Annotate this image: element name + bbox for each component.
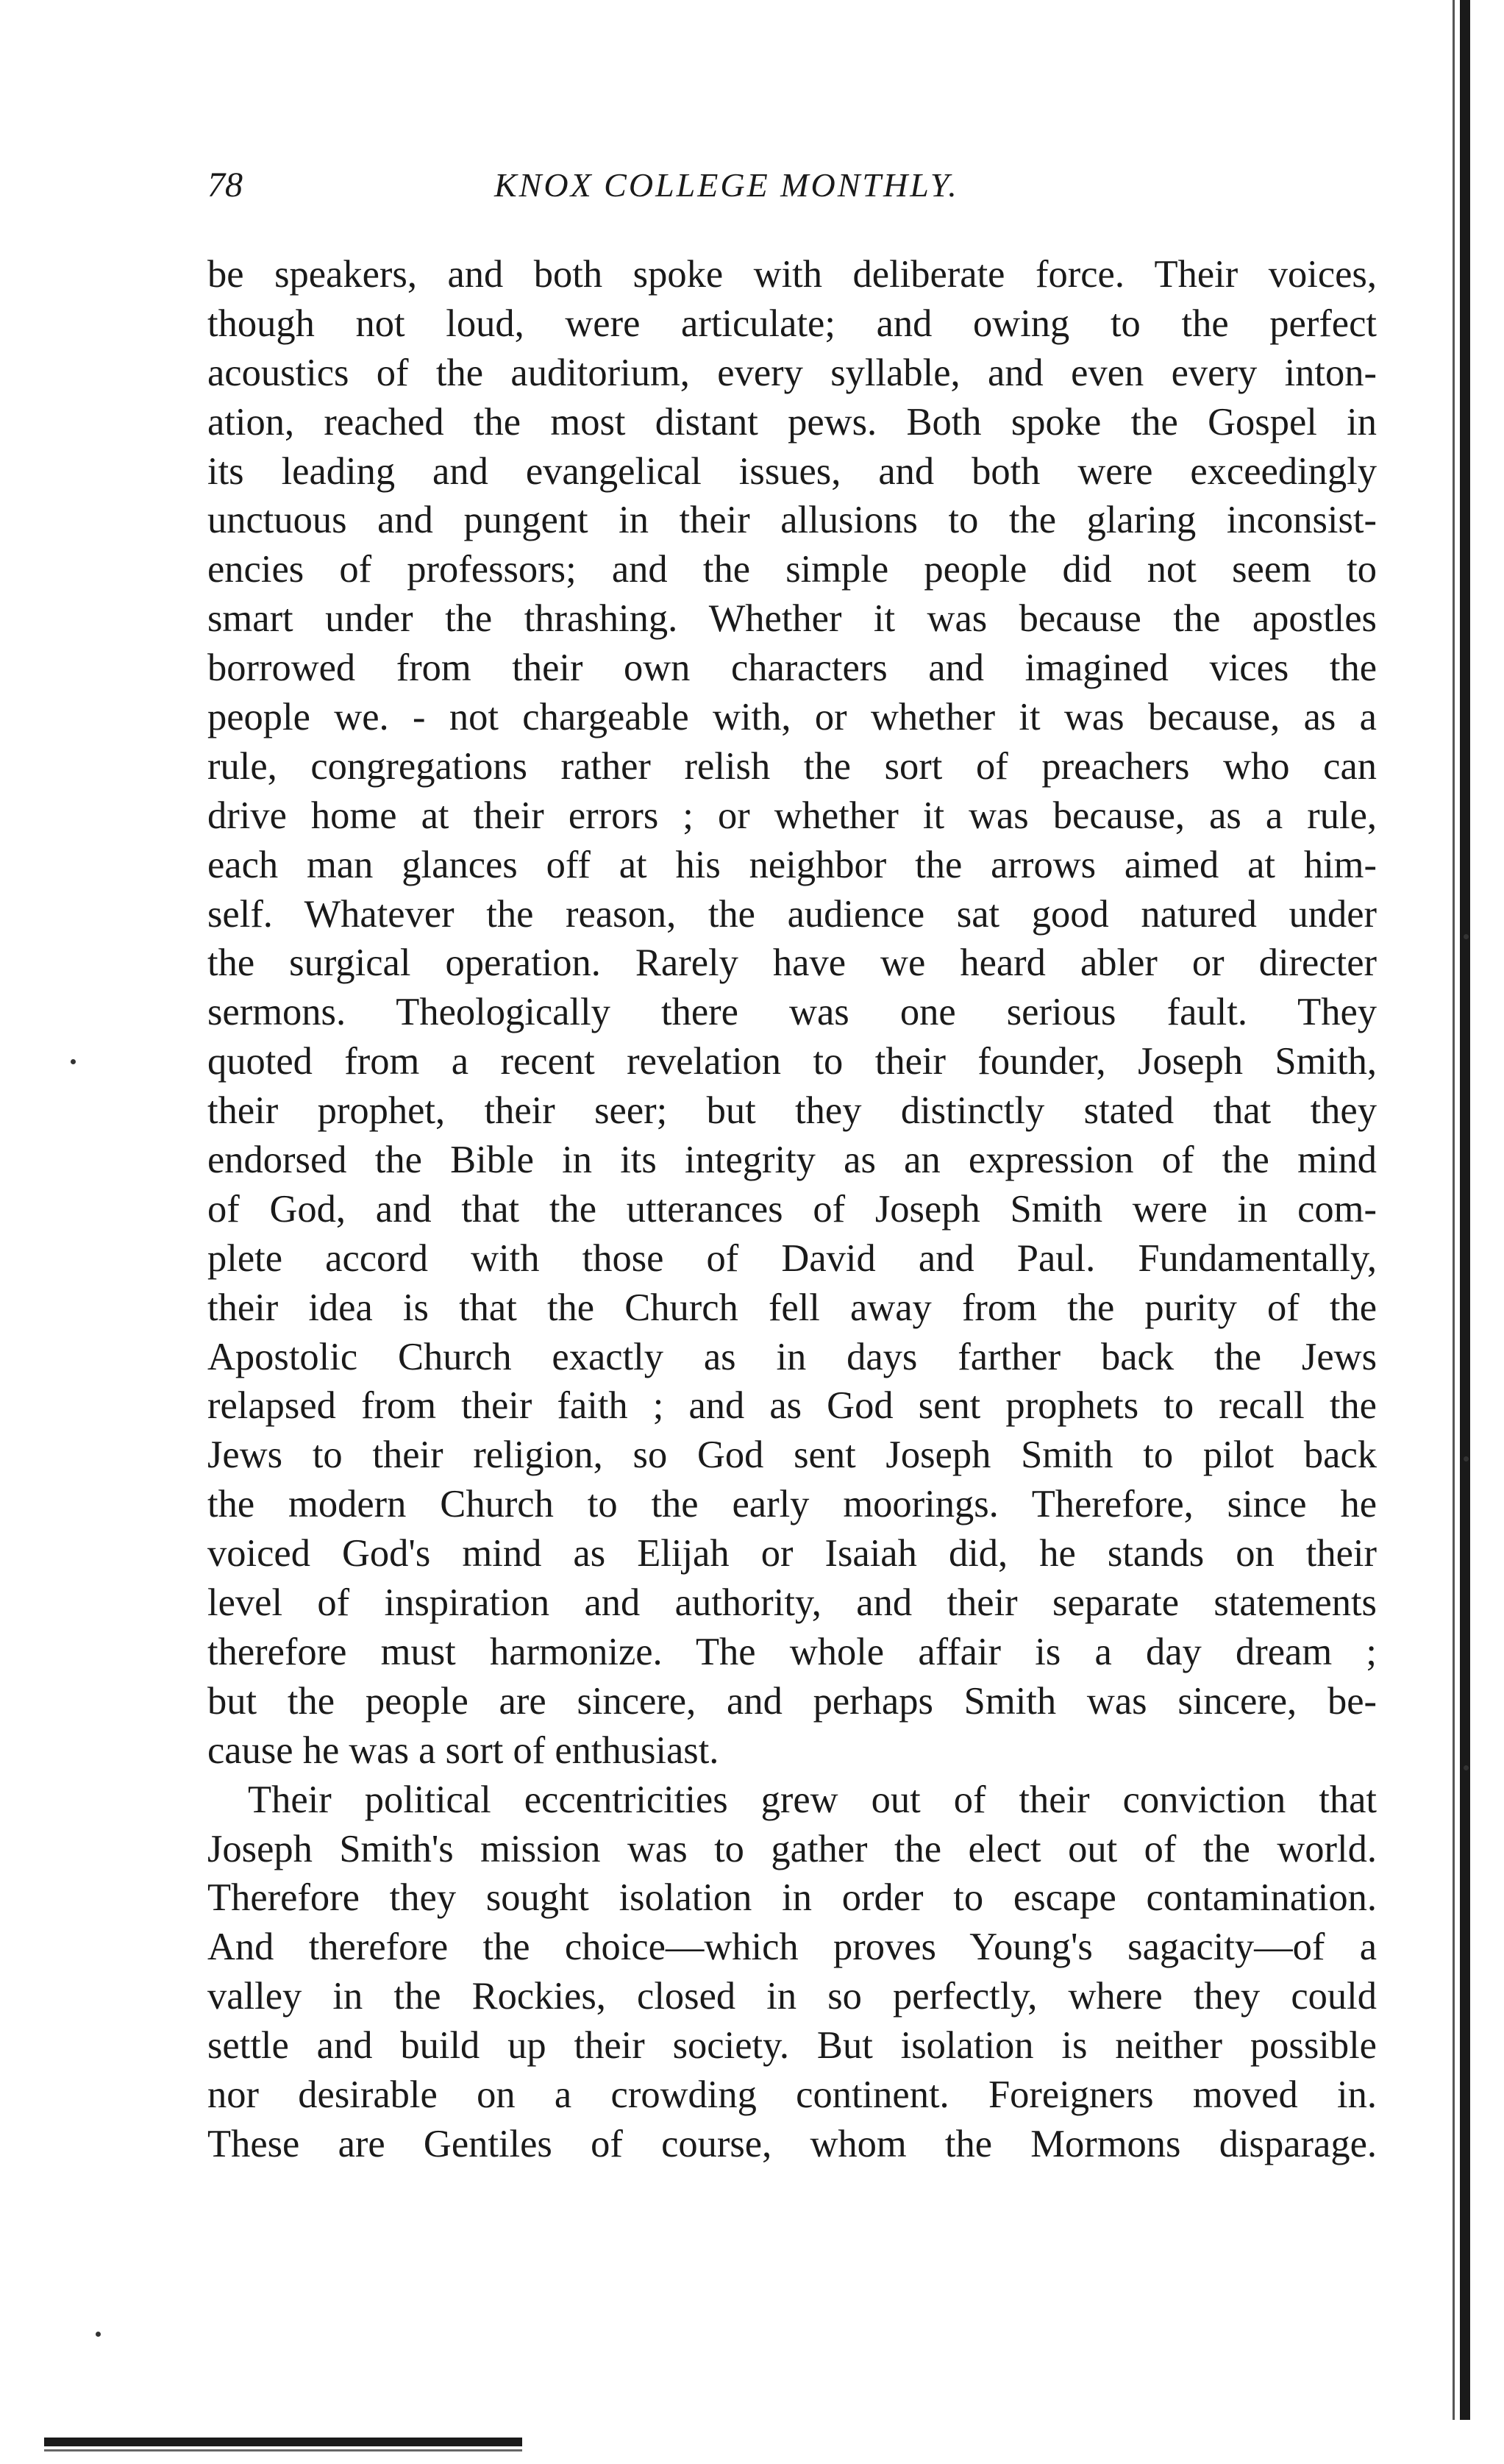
- text-line: acoustics of the auditorium, every syllable, and even every inton-: [207, 351, 1377, 394]
- text-line: voiced God's mind as Elijah or Isaiah did, he stands on their: [207, 1532, 1377, 1575]
- text-line: sermons. Theologically there was one serious fault. They: [207, 991, 1377, 1034]
- text-line: people we. - not chargeable with, or whether it was because, as a: [207, 696, 1377, 739]
- scan-speck: [1464, 934, 1469, 939]
- text-line: its leading and evangelical issues, and both were exceedingly: [207, 449, 1377, 493]
- scan-speck: [1464, 1765, 1469, 1770]
- text-line: quoted from a recent revelation to their founder, Joseph Smith,: [207, 1040, 1377, 1083]
- journal-title: KNOX COLLEGE MONTHLY.: [494, 166, 959, 204]
- text-line: rule, congregations rather relish the sort of preachers who can: [207, 744, 1377, 788]
- scan-bottom-bar: [44, 2438, 522, 2446]
- text-line: Their political eccentricities grew out of their conviction that: [248, 1778, 1377, 1821]
- scan-bottom-line: [44, 2449, 522, 2451]
- text-line: settle and build up their society. But isolation is neither possible: [207, 2024, 1377, 2068]
- text-line: unctuous and pungent in their allusions to the glaring inconsist-: [207, 499, 1377, 542]
- text-line: relapsed from their faith ; and as God sent prophets to recall the: [207, 1384, 1377, 1428]
- text-line: nor desirable on a crowding continent. Foreigners moved in.: [207, 2073, 1377, 2116]
- text-line: cause he was a sort of enthusiast.: [207, 1728, 719, 1772]
- scan-speck: [1464, 1456, 1469, 1461]
- text-line: Apostolic Church exactly as in days farther back the Jews: [207, 1335, 1377, 1378]
- text-line: the modern Church to the early moorings. Therefore, since he: [207, 1483, 1377, 1526]
- text-line: Joseph Smith's mission was to gather the elect out of the world.: [207, 1827, 1377, 1870]
- page-number: 78: [207, 165, 243, 204]
- body-text: [207, 250, 1377, 2169]
- running-head: [207, 163, 1377, 215]
- text-line: ation, reached the most distant pews. Both spoke the Gospel in: [207, 400, 1377, 444]
- text-line: These are Gentiles of course, whom the Mormons disparage.: [207, 2122, 1377, 2165]
- text-line: each man glances off at his neighbor the arrows aimed at him-: [207, 843, 1377, 886]
- scan-speck: [96, 2332, 101, 2337]
- text-line: level of inspiration and authority, and their separate statements: [207, 1581, 1377, 1625]
- text-line: their prophet, their seer; but they distinctly stated that they: [207, 1089, 1377, 1133]
- text-line: borrowed from their own characters and imagined vices the: [207, 647, 1377, 690]
- text-line: of God, and that the utterances of Joseph Smith were in com-: [207, 1187, 1377, 1231]
- text-line: Jews to their religion, so God sent Joseph Smith to pilot back: [207, 1434, 1377, 1477]
- text-line: the surgical operation. Rarely have we heard abler or directer: [207, 941, 1377, 985]
- text-line: plete accord with those of David and Paul. Fundamentally,: [207, 1236, 1377, 1280]
- text-line: therefore must harmonize. The whole affair is a day dream ;: [207, 1630, 1377, 1673]
- text-line: but the people are sincere, and perhaps Smith was sincere, be-: [207, 1679, 1377, 1723]
- text-line: though not loud, were articulate; and owing to the perfect: [207, 302, 1377, 345]
- text-line: And therefore the choice—which proves Young's sagacity—of a: [207, 1926, 1377, 1969]
- text-line: their idea is that the Church fell away from the purity of the: [207, 1286, 1377, 1329]
- text-line: drive home at their errors ; or whether it was because, as a rule,: [207, 794, 1377, 837]
- text-line: be speakers, and both spoke with deliberate force. Their voices,: [207, 253, 1377, 296]
- scan-edge-line: [1453, 0, 1455, 2420]
- text-line: valley in the Rockies, closed in so perfectly, where they could: [207, 1975, 1377, 2018]
- text-line: endorsed the Bible in its integrity as an expression of the mind: [207, 1139, 1377, 1182]
- text-line: self. Whatever the reason, the audience sat good natured under: [207, 892, 1377, 936]
- text-line: encies of professors; and the simple people did not seem to: [207, 548, 1377, 591]
- text-line: Therefore they sought isolation in order to escape contamination.: [207, 1876, 1377, 1920]
- scan-edge-bar: [1460, 0, 1470, 2420]
- scan-speck: [71, 1059, 76, 1064]
- text-line: smart under the thrashing. Whether it was because the apostles: [207, 597, 1377, 641]
